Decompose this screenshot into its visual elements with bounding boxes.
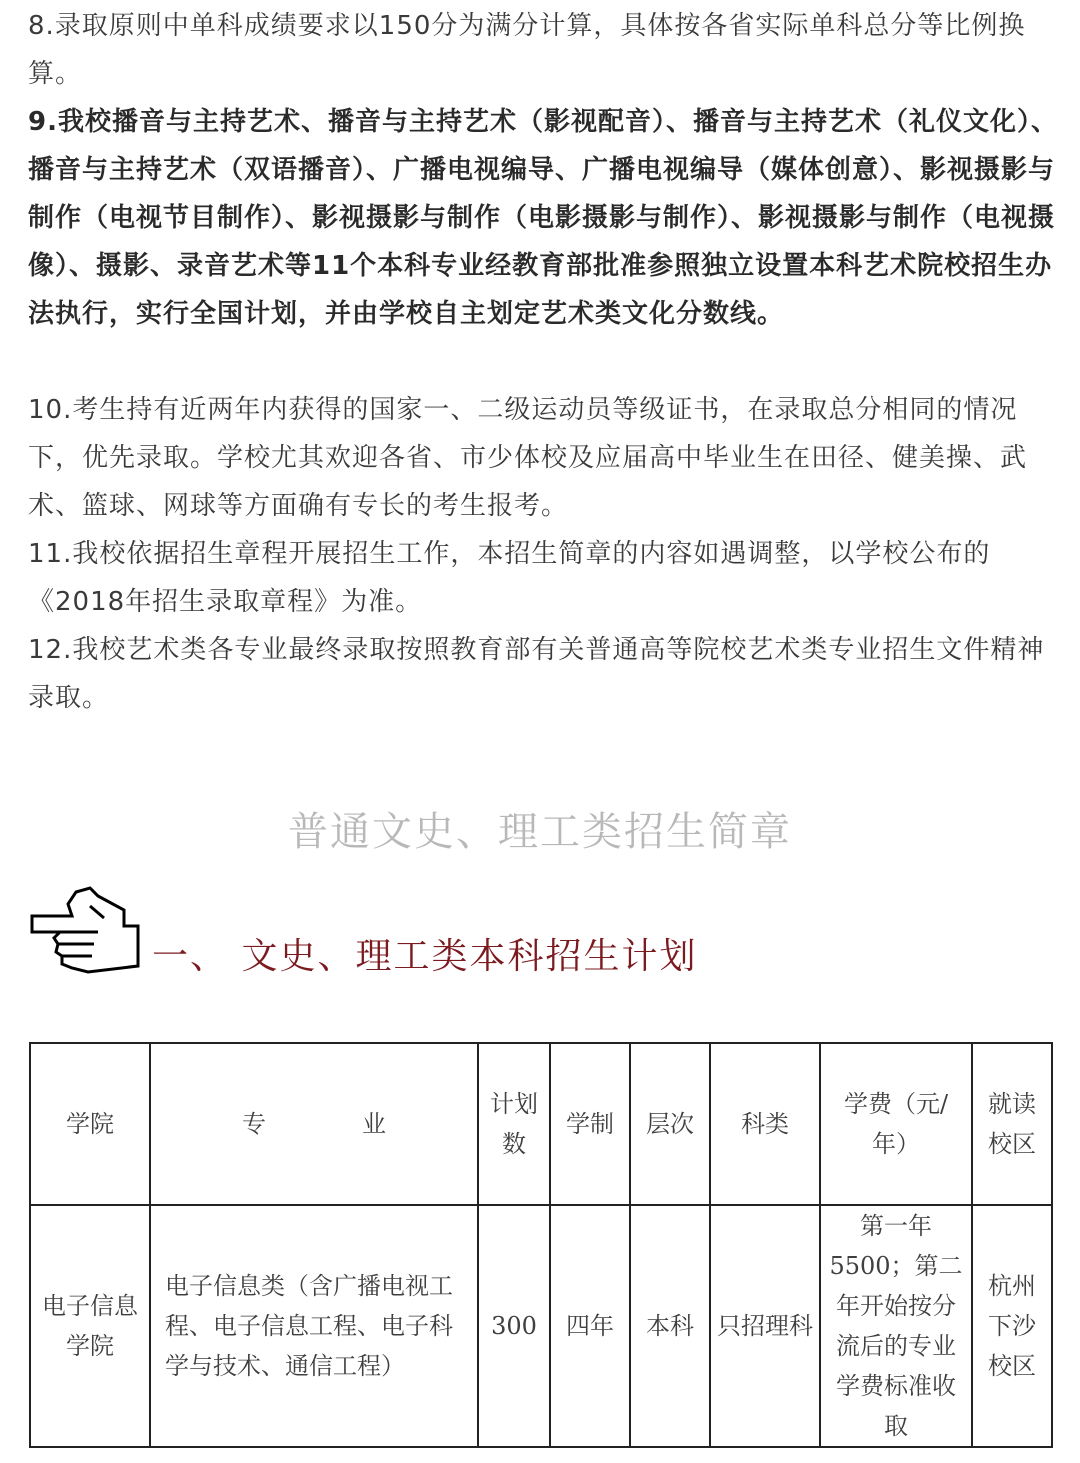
header-plan: 计划数 — [478, 1043, 550, 1205]
table-header-row — [30, 1043, 1052, 1205]
header-campus: 就读校区 — [972, 1043, 1052, 1205]
table-row — [30, 1205, 1052, 1447]
cell-category: 只招理科 — [710, 1205, 820, 1447]
cell-plan: 300 — [478, 1205, 550, 1447]
paragraph-11: 11.我校依据招生章程开展招生工作，本招生简章的内容如遇调整，以学校公布的《2018年招生录取章程》为准。 — [28, 539, 991, 617]
cell-years: 四年 — [550, 1205, 630, 1447]
section-title: 普通文史、理工类招生简章 — [288, 809, 792, 855]
paragraph-12: 12.我校艺术类各专业最终录取按照教育部有关普通高等院校艺术类专业招生文件精神录取。 — [28, 635, 1045, 713]
header-level: 层次 — [630, 1043, 710, 1205]
header-major: 专 业 — [150, 1043, 478, 1205]
cell-major: 电子信息类（含广播电视工程、电子信息工程、电子科学与技术、通信工程） — [150, 1205, 478, 1447]
admission-plan-table — [29, 1042, 1053, 1448]
plan-heading: 一、 文史、理工类本科招生计划 — [152, 936, 698, 977]
paragraph-9: 9.我校播音与主持艺术、播音与主持艺术（影视配音）、播音与主持艺术（礼仪文化）、播音与主持艺术（双语播音）、广播电视编导、广播电视编导（媒体创意）、影视摄影与制作（电视节目制作）、影视摄影与制作（电影摄影与制作）、影视摄影与制作（电视摄像）、摄影、录音艺术等11个本科专业经教育部批准参照独立设置本科艺术院校招生办法执行，实行全国计划，并由学校自主划定艺术类文化分数线。 — [28, 107, 1058, 329]
cell-level: 本科 — [630, 1205, 710, 1447]
pointing-hand-icon — [28, 886, 148, 976]
header-category: 科类 — [710, 1043, 820, 1205]
paragraph-8: 8.录取原则中单科成绩要求以150分为满分计算，具体按各省实际单科总分等比例换算。 — [28, 11, 1026, 89]
header-years: 学制 — [550, 1043, 630, 1205]
cell-fee: 第一年5500；第二年开始按分流后的专业学费标准收取 — [820, 1205, 972, 1447]
header-fee: 学费（元/年） — [820, 1043, 972, 1205]
paragraph-10: 10.考生持有近两年内获得的国家一、二级运动员等级证书，在录取总分相同的情况下，优先录取。学校尤其欢迎各省、市少体校及应届高中毕业生在田径、健美操、武术、篮球、网球等方面确有专长的考生报考。 — [28, 395, 1028, 521]
header-college: 学院 — [30, 1043, 150, 1205]
cell-campus: 杭州下沙校区 — [972, 1205, 1052, 1447]
cell-college: 电子信息学院 — [30, 1205, 150, 1447]
